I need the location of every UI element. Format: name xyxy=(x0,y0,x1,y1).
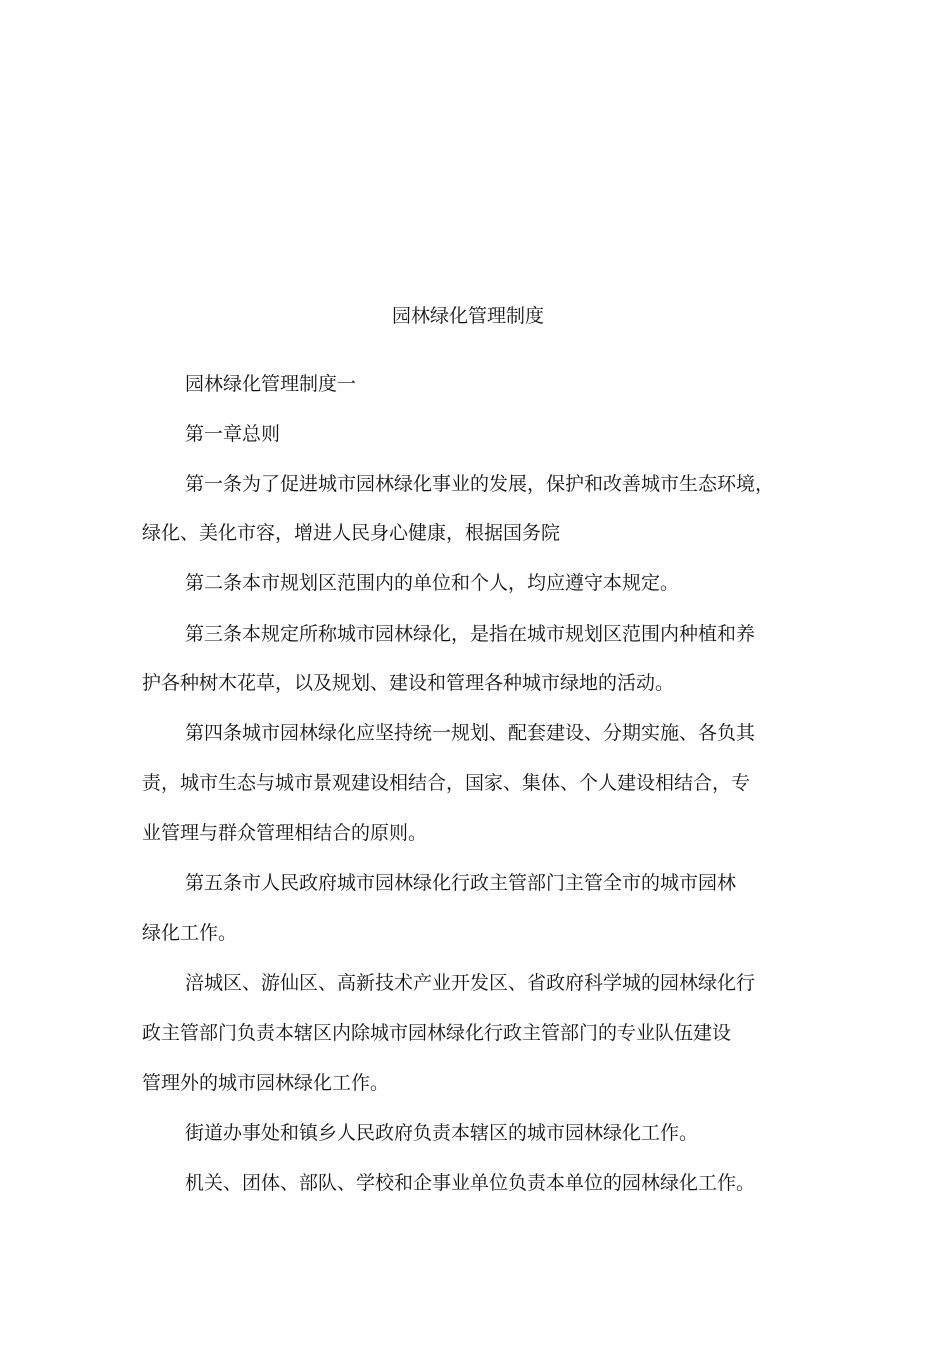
paragraph-line: 护各种树木花草，以及规划、建设和管理各种城市绿地的活动。 xyxy=(142,672,675,694)
chapter-heading: 第一章总则 xyxy=(185,423,281,445)
paragraph-line: 第二条本市规划区范围内的单位和个人，均应遵守本规定。 xyxy=(185,572,680,594)
paragraph-line: 园林绿化管理制度一 xyxy=(185,373,357,395)
paragraph-line: 街道办事处和镇乡人民政府负责本辖区的城市园林绿化工作。 xyxy=(185,1122,699,1144)
paragraph-line: 责，城市生态与城市景观建设相结合，国家、集体、个人建设相结合，专 xyxy=(142,772,751,794)
paragraph-line: 绿化工作。 xyxy=(142,922,238,944)
paragraph-line: 业管理与群众管理相结合的原则。 xyxy=(142,822,428,844)
paragraph-line: 第一条为了促进城市园林绿化事业的发展，保护和改善城市生态环境， xyxy=(185,473,775,495)
paragraph-line: 第三条本规定所称城市园林绿化，是指在城市规划区范围内种植和养 xyxy=(185,623,756,645)
paragraph-line: 第四条城市园林绿化应坚持统一规划、配套建设、分期实施、各负其 xyxy=(185,722,756,744)
paragraph-line: 政主管部门负责本辖区内除城市园林绿化行政主管部门的专业队伍建设 xyxy=(142,1022,732,1044)
paragraph-line: 管理外的城市园林绿化工作。 xyxy=(142,1072,390,1094)
paragraph-line: 第五条市人民政府城市园林绿化行政主管部门主管全市的城市园林 xyxy=(185,872,737,894)
document-title: 园林绿化管理制度 xyxy=(391,305,544,327)
paragraph-line: 机关、团体、部队、学校和企事业单位负责本单位的园林绿化工作。 xyxy=(185,1172,756,1194)
paragraph-line: 绿化、美化市容，增进人民身心健康，根据国务院 xyxy=(142,522,561,544)
paragraph-line: 涪城区、游仙区、高新技术产业开发区、省政府科学城的园林绿化行 xyxy=(185,972,756,994)
